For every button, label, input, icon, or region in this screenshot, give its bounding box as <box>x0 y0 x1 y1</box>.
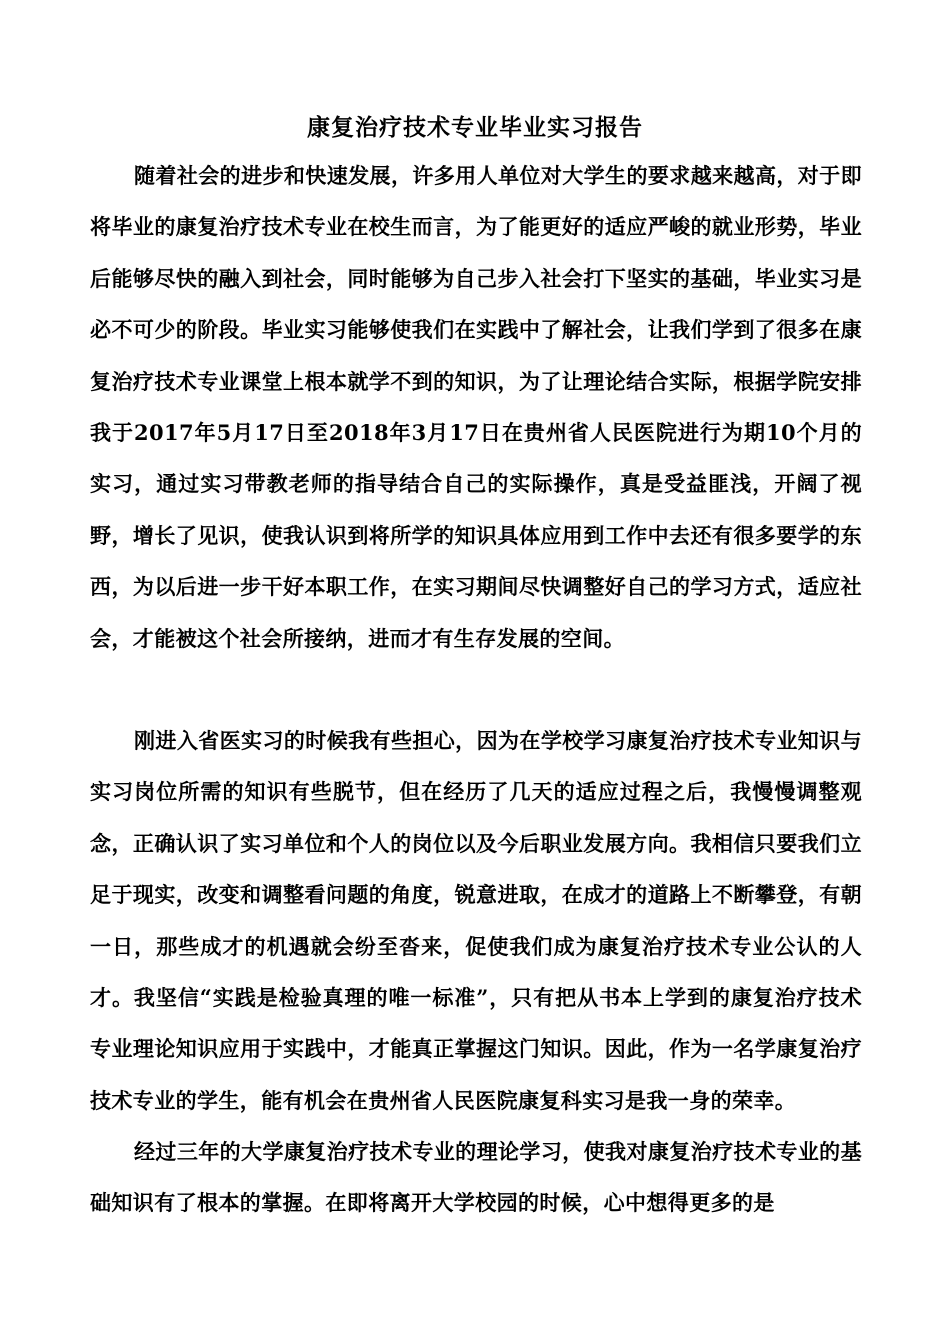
paragraph-2: 刚进入省医实习的时候我有些担心，因为在学校学习康复治疗技术专业知识与实习岗位所需的知识有些脱节，但在经历了几天的适应过程之后，我慢慢调整观念，正确认识了实习单位和个人的岗位以及今后职业发展方向。我相信只要我们立足于现实，改变和调整看问题的角度，锐意进取，在成才的道路上不断攀登，有朝一日，那些成才的机遇就会纷至沓来，促使我们成为康复治疗技术专业公认的人才。我坚信“实践是检验真理的唯一标准”，只有把从书本上学到的康复治疗技术专业理论知识应用于实践中，才能真正掌握这门知识。因此，作为一名学康复治疗技术专业的学生，能有机会在贵州省人民医院康复科实习是我一身的荣幸。 <box>90 728 862 1113</box>
paragraph-3: 经过三年的大学康复治疗技术专业的理论学习，使我对康复治疗技术专业的基础知识有了根本的掌握。在即将离开大学校园的时候，心中想得更多的是 <box>90 1139 862 1216</box>
paragraph-1: 随着社会的进步和快速发展，许多用人单位对大学生的要求越来越高，对于即将毕业的康复治疗技术专业在校生而言，为了能更好的适应严峻的就业形势，毕业后能够尽快的融入到社会，同时能够为自己步入社会打下坚实的基础，毕业实习是必不可少的阶段。毕业实习能够使我们在实践中了解社会，让我们学到了很多在康复治疗技术专业课堂上根本就学不到的知识，为了让理论结合实际，根据学院安排我于2017年5月17日至2018年3月17日在贵州省人民医院进行为期10个月的实习，通过实习带教老师的指导结合自己的实际操作，真是受益匪浅，开阔了视野，增长了见识，使我认识到将所学的知识具体应用到工作中去还有很多要学的东西，为以后进一步干好本职工作，在实习期间尽快调整好自己的学习方式，适应社会，才能被这个社会所接纳，进而才有生存发展的空间。 <box>90 163 862 651</box>
document-title: 康复治疗技术专业毕业实习报告 <box>307 114 643 141</box>
